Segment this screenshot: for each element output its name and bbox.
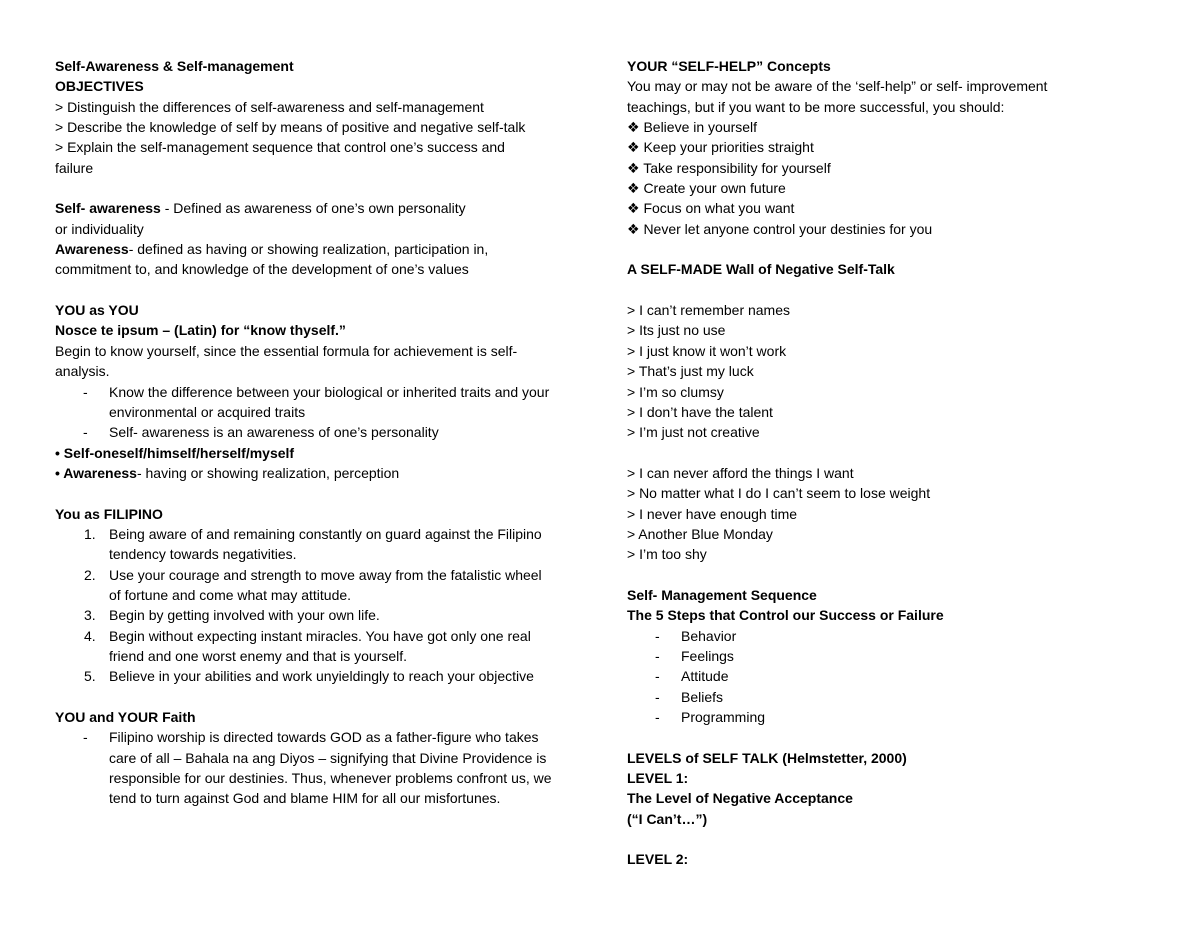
definition-text: - Defined as awareness of one’s own personality: [160, 200, 466, 217]
objective-item: > Explain the self-management sequence that control one’s success and: [55, 139, 505, 156]
negative-talk-item: > That’s just my luck: [627, 363, 754, 380]
negative-talk-item: > No matter what I do I can’t seem to lose weight: [627, 485, 931, 502]
list-item: [55, 382, 575, 423]
sequence-item-text: Beliefs: [681, 688, 724, 705]
bullet-term: • Awareness: [55, 464, 137, 481]
sequence-item: [627, 626, 1147, 646]
level-quote: (“I Can’t…”): [627, 810, 708, 827]
definition-continuation: commitment to, and knowledge of the development of one’s values: [55, 261, 469, 278]
item-text: Use your courage and strength to move away from the fatalistic wheel of fortune and come what may attitude.: [109, 566, 542, 603]
numbered-item: [55, 666, 575, 686]
right-column: [627, 56, 1147, 870]
list-item: [55, 422, 575, 442]
sequence-item: [627, 687, 1147, 707]
paragraph-line: You may or may not be aware of the ‘self-help” or self- improvement: [627, 78, 1048, 95]
negative-talk-item: > I’m so clumsy: [627, 383, 724, 400]
item-number: 2.: [84, 566, 96, 583]
item-number: 3.: [84, 607, 96, 624]
objectives-heading: OBJECTIVES: [55, 78, 144, 95]
item-number: 1.: [84, 525, 96, 542]
negative-talk-item: > Another Blue Monday: [627, 525, 773, 542]
sequence-item: [627, 666, 1147, 686]
list-item-text: Know the difference between your biological or inherited traits and your environmental or acquired traits: [109, 383, 550, 420]
negative-talk-item: > I can never afford the things I want: [627, 464, 854, 481]
sequence-item: [627, 646, 1147, 666]
item-text: Begin without expecting instant miracles. You have got only one real friend and one worst enemy and that is yourself.: [109, 627, 531, 664]
sequence-item: [627, 707, 1147, 727]
list-item-text: Self- awareness is an awareness of one’s personality: [109, 424, 439, 441]
definition-term: Awareness: [55, 241, 129, 258]
negative-talk-item: > I never have enough time: [627, 505, 798, 522]
negative-talk-item: > I’m just not creative: [627, 424, 760, 441]
sequence-item-text: Attitude: [681, 668, 729, 685]
objective-item: > Distinguish the differences of self-awareness and self-management: [55, 98, 484, 115]
list-item-text: Filipino worship is directed towards GOD as a father-figure who takes care of all – Bahala na ang Diyos – signifying that Divine Providence is responsible for our destinies. Thus, whenever problems confront us, we tend to turn against God and blame HIM for all our misfortunes.: [109, 729, 552, 807]
bullet-item: [55, 463, 575, 483]
definition-term: Self- awareness: [55, 200, 161, 217]
section-heading-negative-self-talk: A SELF-MADE Wall of Negative Self-Talk: [627, 261, 895, 278]
numbered-item: [55, 605, 575, 625]
paragraph-line: Begin to know yourself, since the essential formula for achievement is self-: [55, 342, 518, 359]
self-help-item: ❖ Never let anyone control your destinies for you: [627, 220, 933, 237]
paragraph-line: analysis.: [55, 363, 110, 380]
negative-talk-item: > Its just no use: [627, 322, 726, 339]
item-number: 4.: [84, 627, 96, 644]
bullet-text: - having or showing realization, perception: [136, 464, 400, 481]
document-title: Self-Awareness & Self-management: [55, 58, 294, 74]
level-label: LEVEL 1:: [627, 770, 689, 787]
negative-talk-item: > I can’t remember names: [627, 302, 791, 319]
numbered-item: [55, 524, 575, 565]
list-item: [55, 727, 575, 808]
bullet-item: • Self-oneself/himself/herself/myself: [55, 444, 295, 461]
section-heading-self-help: YOUR “SELF-HELP” Concepts: [627, 58, 831, 74]
sequence-subheading: The 5 Steps that Control our Success or Failure: [627, 607, 944, 624]
dash-marker: -: [655, 709, 660, 725]
sequence-item-text: Programming: [681, 709, 766, 725]
section-heading-levels: LEVELS of SELF TALK (Helmstetter, 2000): [627, 749, 907, 766]
objective-item: failure: [55, 159, 94, 176]
dash-marker: -: [655, 647, 660, 664]
negative-talk-item: > I don’t have the talent: [627, 403, 773, 420]
objective-item: > Describe the knowledge of self by means of positive and negative self-talk: [55, 119, 526, 136]
level-label: LEVEL 2:: [627, 851, 689, 868]
self-help-item: ❖ Believe in yourself: [627, 119, 758, 136]
item-text: Being aware of and remaining constantly on guard against the Filipino tendency towards negativities.: [109, 525, 542, 563]
definition-self-awareness: [55, 198, 575, 218]
dash-marker: -: [655, 627, 660, 644]
dash-marker: -: [83, 729, 88, 746]
negative-talk-item: > I’m too shy: [627, 546, 707, 563]
definition-awareness: [55, 239, 575, 259]
paragraph-line: teachings, but if you want to be more successful, you should:: [627, 98, 1005, 115]
dash-marker: -: [655, 688, 660, 705]
definition-continuation: or individuality: [55, 220, 144, 237]
dash-marker: -: [83, 383, 88, 400]
item-text: Begin by getting involved with your own life.: [109, 607, 380, 624]
numbered-item: [55, 626, 575, 667]
negative-talk-item: > I just know it won’t work: [627, 342, 787, 359]
sequence-item-text: Behavior: [681, 627, 737, 644]
numbered-item: [55, 565, 575, 606]
item-number: 5.: [84, 668, 96, 685]
left-column: [55, 56, 575, 809]
sequence-item-text: Feelings: [681, 647, 734, 664]
section-heading-sequence: Self- Management Sequence: [627, 586, 817, 603]
section-heading-you-as-you: YOU as YOU: [55, 302, 139, 319]
level-title: The Level of Negative Acceptance: [627, 790, 853, 807]
self-help-item: ❖ Create your own future: [627, 180, 786, 197]
self-help-item: ❖ Focus on what you want: [627, 200, 795, 217]
item-text: Believe in your abilities and work unyieldingly to reach your objective: [109, 668, 534, 685]
self-help-item: ❖ Keep your priorities straight: [627, 139, 814, 156]
definition-text: - defined as having or showing realization, participation in,: [128, 241, 489, 258]
dash-marker: -: [83, 424, 88, 441]
section-heading-you-as-filipino: You as FILIPINO: [55, 505, 163, 522]
nosce-te-ipsum: Nosce te ipsum – (Latin) for “know thyself.”: [55, 322, 346, 339]
self-help-item: ❖ Take responsibility for yourself: [627, 159, 831, 176]
section-heading-faith: YOU and YOUR Faith: [55, 709, 196, 725]
dash-marker: -: [655, 668, 660, 685]
